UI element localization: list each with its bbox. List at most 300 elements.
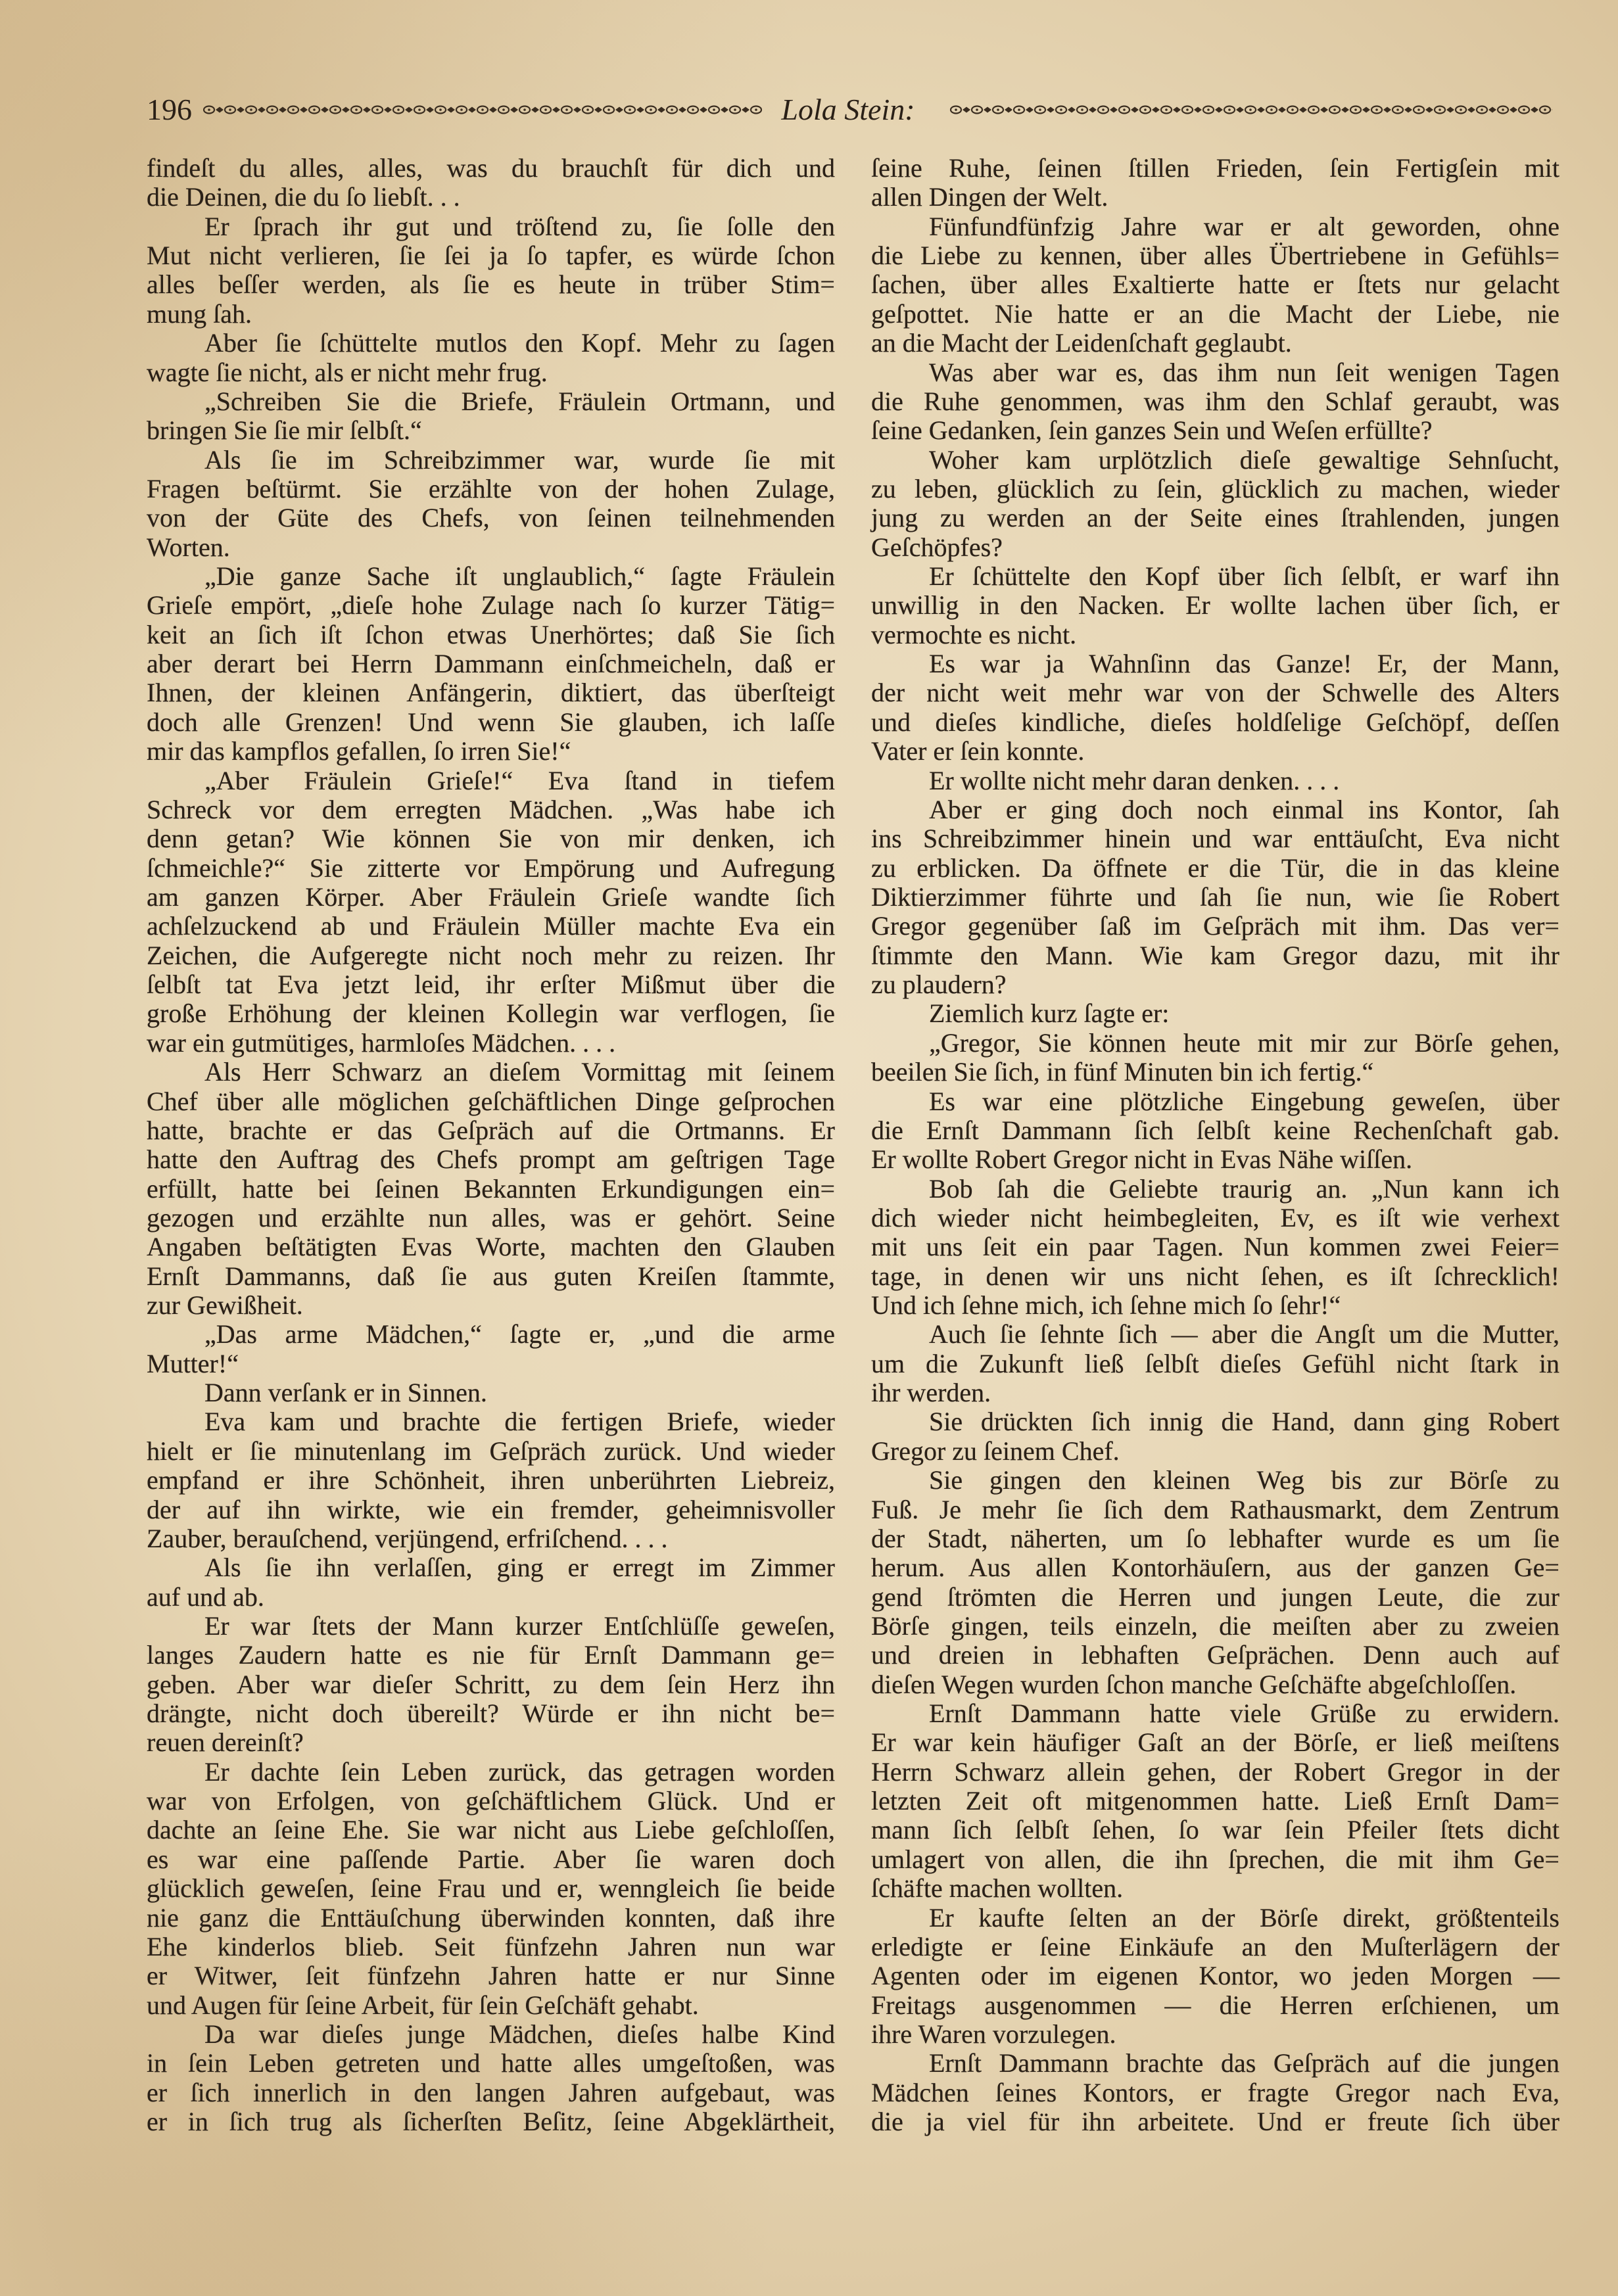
text-line (147, 1787, 835, 1816)
text-line (871, 766, 1559, 795)
text-line (147, 621, 835, 649)
text-line-content: unwillig in den Nacken. Er wollte lachen über ſich, er (871, 590, 1559, 621)
text-line (871, 883, 1559, 912)
text-line (871, 1204, 1559, 1232)
text-line-content: Zauber, berauſchend, verjüngend, erfriſchend. . . . (147, 1523, 668, 1553)
text-line (147, 446, 835, 475)
text-line (871, 708, 1559, 737)
text-line (147, 1145, 835, 1174)
text-line-content: ſeine Ruhe, ſeinen ſtillen Frieden, ſein Fertigſein mit (871, 153, 1559, 183)
text-line (871, 329, 1559, 358)
text-line-content: Er dachte ſein Leben zurück, das getragen worden (204, 1756, 835, 1787)
text-line-content: geſpottet. Nie hatte er an die Macht der Liebe, nie (871, 298, 1559, 329)
text-line-content: hielt er ſie minutenlang im Geſpräch zurück. Und wieder (147, 1436, 835, 1466)
text-line-content: tage, in denen wir uns nicht ſehen, es iſt ſchrecklich! (871, 1261, 1559, 1291)
text-line-content: Er war ſtets der Mann kurzer Entſchlüſſe geweſen, (204, 1610, 835, 1641)
text-line-content: und dieſes kindliche, dieſes holdſelige Geſchöpf, deſſen (871, 707, 1559, 737)
text-line-content: gezogen und erzählte nun alles, was er gehört. Seine (147, 1202, 835, 1232)
text-line-content: Er wollte Robert Gregor nicht in Evas Nähe wiſſen. (871, 1144, 1413, 1175)
text-line-content: die ja viel für ihn arbeitete. Und er freute ſich über (871, 2107, 1559, 2137)
text-line-content: und Augen für ſeine Arbeit, für ſein Geſchäft gehabt. (147, 1990, 699, 2020)
text-line-content: herum. Aus allen Kontorhäuſern, aus der ganzen Ge= (871, 1553, 1559, 1583)
text-line-content: Bob ſah die Geliebte traurig an. „Nun kann ich (929, 1173, 1559, 1204)
text-line (147, 1904, 835, 1933)
text-line-content: ihre Waren vorzulegen. (871, 2019, 1116, 2049)
text-line (871, 475, 1559, 504)
text-line (147, 1641, 835, 1670)
left-text-column (147, 154, 835, 2136)
text-line-content: Aber er ging doch noch einmal ins Kontor, ſah (929, 794, 1559, 824)
text-line (871, 1758, 1559, 1787)
text-line-content: es war eine paſſende Partie. Aber ſie waren doch (147, 1844, 835, 1874)
text-line-content: Freitags ausgenommen — die Herren erſchienen, um (871, 1990, 1559, 2020)
text-line-content: ſtimmte den Mann. Wie kam Gregor dazu, mit ihr (871, 940, 1559, 970)
text-line-content: gend ſtrömten die Herren und jungen Leute, die zur (871, 1581, 1559, 1612)
text-line-content: Ihnen, der kleinen Anfängerin, diktiert, das überſteigt (147, 678, 835, 708)
text-line-content: mann ſich ſelbſt ſehen, ſo war ſein Pfeiler ſtets dicht (871, 1815, 1559, 1845)
text-line (147, 1058, 835, 1087)
text-line-content: ſchmeichle?“ Sie zitterte vor Empörung und Aufregung (147, 853, 835, 883)
text-line (147, 1961, 835, 1990)
text-line-content: keit an ſich iſt ſchon etwas Unerhörtes; daß Sie ſich (147, 619, 835, 649)
text-line-content: Was aber war es, das ihm nun ſeit wenigen Tagen (929, 357, 1559, 387)
paragraph (147, 1758, 835, 2020)
text-line-content: ihr werden. (871, 1378, 991, 1408)
text-line (871, 1145, 1559, 1174)
running-header (147, 93, 1559, 126)
text-line (147, 1407, 835, 1436)
text-line-content: Er ſchüttelte den Kopf über ſich ſelbſt, er warf ihn (929, 561, 1559, 592)
text-line (871, 2020, 1559, 2049)
text-line-content: Vater er ſein konnte. (871, 736, 1085, 766)
text-line (871, 533, 1559, 562)
text-line (147, 678, 835, 707)
text-line (147, 241, 835, 270)
paragraph (871, 1407, 1559, 1466)
text-line-content: doch alle Grenzen! Und wenn Sie glauben, ich laſſe (147, 707, 835, 737)
ornament-chain (950, 100, 1552, 120)
text-line-content: und dreien in lebhaften Geſprächen. Denn auch auf (871, 1640, 1559, 1670)
paragraph (147, 1058, 835, 1320)
text-line-content: Da war dieſes junge Mädchen, dieſes halbe Kind (204, 2019, 835, 2049)
text-line-content: hatte, brachte er das Geſpräch auf die Ortmanns. Er (147, 1115, 835, 1145)
text-line (871, 1845, 1559, 1874)
text-line-content: zu erblicken. Da öffnete er die Tür, die in das kleine (871, 853, 1559, 883)
text-line (147, 387, 835, 416)
text-line-content: glücklich geweſen, ſeine Frau und er, wenngleich ſie beide (147, 1873, 835, 1904)
text-line-content: „Gregor, Sie können heute mit mir zur Börſe gehen, (929, 1027, 1559, 1058)
text-line-content: Mut nicht verlieren, ſie ſei ja ſo tapfer, es würde ſchon (147, 241, 835, 271)
text-line (871, 241, 1559, 270)
text-line (147, 1612, 835, 1641)
text-line (147, 591, 835, 620)
text-line-content: drängte, nicht doch übereilt? Würde er ihn nicht be= (147, 1699, 835, 1729)
paragraph (147, 562, 835, 766)
text-line-content: auf und ab. (147, 1581, 264, 1612)
paragraph (147, 1612, 835, 1758)
text-line-content: die Ernſt Dammann ſich ſelbſt keine Rechenſchaft gab. (871, 1115, 1559, 1145)
text-line-content: mung ſah. (147, 298, 252, 329)
text-line-content: Auch ſie ſehnte ſich — aber die Angſt um die Mutter, (929, 1319, 1559, 1349)
text-line-content: Ernſt Dammann hatte viele Grüße zu erwidern. (929, 1699, 1559, 1729)
text-line (147, 1204, 835, 1232)
text-line-content: zu leben, glücklich zu ſein, glücklich zu machen, wieder (871, 473, 1559, 504)
text-line (147, 1466, 835, 1495)
text-line-content: erledigte er ſeine Einkäufe an den Muſterlägern der (871, 1931, 1559, 1961)
text-line (871, 1583, 1559, 1612)
paragraph (871, 1175, 1559, 1321)
text-line (871, 649, 1559, 678)
text-line-content: Es war eine plötzliche Eingebung geweſen, über (929, 1086, 1559, 1116)
text-line-content: Und ich ſehne mich, ich ſehne mich ſo ſehr!“ (871, 1290, 1341, 1321)
text-line-content: Eva kam und brachte die fertigen Briefe, wieder (204, 1407, 835, 1437)
text-line-content: Worten. (147, 532, 230, 562)
text-line (147, 2107, 835, 2136)
text-line (871, 1524, 1559, 1553)
text-line-content: Ziemlich kurz ſagte er: (929, 998, 1170, 1029)
text-line (147, 1232, 835, 1261)
text-line (871, 591, 1559, 620)
text-line-content: Diktierzimmer führte und ſah ſie nun, wie ſie Robert (871, 881, 1559, 912)
paragraph (147, 329, 835, 387)
text-line-content: die Liebe zu kennen, über alles Übertriebene in Gefühls= (871, 241, 1559, 271)
text-line (147, 300, 835, 329)
text-line (871, 824, 1559, 853)
text-line (147, 1524, 835, 1553)
text-line-content: Geſchöpfes? (871, 532, 1003, 562)
text-line-content: „Aber Fräulein Grieſe!“ Eva ſtand in tiefem (204, 765, 835, 795)
text-line (147, 1087, 835, 1116)
text-line (871, 1087, 1559, 1116)
text-line-content: Sie drückten ſich innig die Hand, dann ging Robert (929, 1407, 1559, 1437)
text-line-content: allen Dingen der Welt. (871, 182, 1108, 212)
text-line-content: Angaben beſtätigten Evas Worte, machten den Glauben (147, 1232, 835, 1262)
text-line (871, 300, 1559, 329)
text-line-content: Es war ja Wahnſinn das Ganze! Er, der Mann, (929, 649, 1559, 679)
text-line-content: Sie gingen den kleinen Weg bis zur Börſe zu (929, 1465, 1559, 1495)
text-line (871, 1874, 1559, 1903)
paragraph (147, 1378, 835, 1407)
header-ornament-right (950, 100, 1552, 120)
paragraph (871, 766, 1559, 795)
text-line-content: Aber ſie ſchüttelte mutlos den Kopf. Mehr zu ſagen (204, 328, 835, 358)
text-line (871, 504, 1559, 532)
paragraph (871, 1320, 1559, 1407)
text-line (147, 1816, 835, 1844)
text-line-content: Woher kam urplötzlich dieſe gewaltige Sehnſucht, (929, 444, 1559, 475)
text-line-content: mit uns ſeit ein paar Tagen. Nun kommen zwei Feier= (871, 1232, 1559, 1262)
text-line-content: aber derart bei Herrn Dammann einſchmeicheln, daß er (147, 649, 835, 679)
text-line (147, 1349, 835, 1378)
text-line (871, 1262, 1559, 1291)
text-line (871, 1175, 1559, 1204)
page-number: 196 (147, 93, 192, 126)
paragraph (147, 154, 835, 212)
text-line (147, 999, 835, 1028)
text-line (871, 999, 1559, 1028)
paragraph (871, 446, 1559, 562)
text-line (147, 2078, 835, 2107)
text-line-content: er in ſich trug als ſicherſten Beſitz, ſeine Abgeklärtheit, (147, 2107, 835, 2137)
text-line (871, 1466, 1559, 1495)
text-line (147, 1116, 835, 1145)
text-line (871, 941, 1559, 970)
text-line-content: war von Erfolgen, von geſchäftlichem Glück. Und er (147, 1786, 835, 1816)
paragraph (147, 1553, 835, 1612)
text-line-content: dachte an ſeine Ehe. Sie war nicht aus Liebe geſchloſſen, (147, 1815, 835, 1845)
text-line-content: zur Gewißheit. (147, 1290, 303, 1321)
paragraph (871, 649, 1559, 766)
text-line (147, 1583, 835, 1612)
paragraph (147, 1407, 835, 1553)
text-line (871, 737, 1559, 766)
text-line (147, 1728, 835, 1757)
paragraph (871, 1087, 1559, 1175)
text-line (147, 970, 835, 999)
text-line-content: Er kaufte ſelten an der Börſe direkt, größtenteils (929, 1902, 1559, 1933)
text-line (871, 1612, 1559, 1641)
text-line-content: um die Zukunft ließ ſelbſt dieſes Gefühl nicht ſtark in (871, 1348, 1559, 1378)
text-line (871, 1349, 1559, 1378)
text-line (147, 1845, 835, 1874)
text-line-content: alles beſſer werden, als ſie es heute in trüber Stim= (147, 269, 835, 300)
text-line (147, 649, 835, 678)
text-line-content: empfand er ihre Schönheit, ihren unberührten Liebreiz, (147, 1465, 835, 1495)
text-line (871, 2049, 1559, 2078)
text-line (871, 1378, 1559, 1407)
text-line-content: Gregor gegenüber ſaß im Geſpräch mit ihm. Das ver= (871, 911, 1559, 941)
right-text-column (871, 154, 1559, 2136)
text-line (871, 2078, 1559, 2107)
text-line (147, 912, 835, 941)
text-line-content: findeſt du alles, alles, was du brauchſt für dich und (147, 153, 835, 183)
text-line (147, 183, 835, 212)
text-line-content: der Stadt, näherten, um ſo lebhafter wurde es um ſie (871, 1523, 1559, 1553)
text-line (871, 1961, 1559, 1990)
text-line (147, 1699, 835, 1728)
text-line (871, 446, 1559, 475)
text-line (147, 854, 835, 883)
text-line (147, 1553, 835, 1582)
text-line (147, 1320, 835, 1349)
text-line-content: Ernſt Dammann brachte das Geſpräch auf die jungen (929, 2048, 1559, 2078)
text-line-content: jung zu werden an der Seite eines ſtrahlenden, jungen (871, 503, 1559, 533)
text-line (147, 883, 835, 912)
text-line (147, 1291, 835, 1320)
paragraph (147, 212, 835, 329)
text-line-content: ſchäfte machen wollten. (871, 1873, 1124, 1904)
text-line-content: Ernſt Dammanns, daß ſie aus guten Kreiſen ſtammte, (147, 1261, 835, 1291)
text-line (871, 270, 1559, 299)
text-line (871, 1933, 1559, 1961)
text-line (871, 2107, 1559, 2136)
text-line-content: nie ganz die Enttäuſchung überwinden konnten, daß ihre (147, 1902, 835, 1933)
text-line-content: ins Schreibzimmer hinein und war enttäuſcht, Eva nicht (871, 824, 1559, 854)
text-line-content: Mädchen ſeines Kontors, er fragte Gregor nach Eva, (871, 2077, 1559, 2107)
text-line (147, 1437, 835, 1466)
text-line-content: langes Zaudern hatte es nie für Ernſt Dammann ge= (147, 1640, 835, 1670)
paragraph (147, 766, 835, 1058)
text-line (147, 708, 835, 737)
text-line-content: wagte ſie nicht, als er nicht mehr frug. (147, 357, 548, 387)
text-line-content: erfüllt, hatte bei ſeinen Bekannten Erkundigungen ein= (147, 1173, 835, 1204)
text-line (147, 1874, 835, 1903)
text-line-content: Börſe gingen, teils einzeln, die meiſten aber zu zweien (871, 1610, 1559, 1641)
text-line-content: geben. Aber war dieſer Schritt, zu dem ſein Herz ihn (147, 1669, 835, 1699)
text-line-content: Chef über alle möglichen geſchäftlichen Dinge geſprochen (147, 1086, 835, 1116)
text-line-content: ſachen, über alles Exaltierte hatte er ſtets nur gelacht (871, 269, 1559, 300)
text-line (147, 504, 835, 532)
text-line (871, 1437, 1559, 1466)
text-line (147, 824, 835, 853)
text-line-content: er Witwer, ſeit fünfzehn Jahren hatte er nur Sinne (147, 1961, 835, 1991)
text-line-content: an die Macht der Leidenſchaft geglaubt. (871, 328, 1292, 358)
text-line-content: letzten Zeit oft mitgenommen hatte. Ließ Ernſt Dam= (871, 1786, 1559, 1816)
text-line-content: denn getan? Wie können Sie von mir denken, ich (147, 824, 835, 854)
text-line (147, 154, 835, 183)
text-line-content: Fragen beſtürmt. Sie erzählte von der hohen Zulage, (147, 473, 835, 504)
text-line (871, 416, 1559, 445)
text-line-content: die Ruhe genommen, was ihm den Schlaf geraubt, was (871, 386, 1559, 416)
text-line (147, 212, 835, 241)
text-line (147, 562, 835, 591)
paragraph (871, 154, 1559, 212)
text-line (147, 1991, 835, 2020)
text-line (871, 1058, 1559, 1087)
text-line-content: Fünfundfünfzig Jahre war er alt geworden, ohne (929, 211, 1559, 241)
text-line-content: am ganzen Körper. Aber Fräulein Grieſe wandte ſich (147, 881, 835, 912)
text-line-content: Er ſprach ihr gut und tröſtend zu, ſie ſolle den (204, 211, 835, 241)
text-line-content: Dann verſank er in Sinnen. (204, 1378, 487, 1408)
text-line (147, 737, 835, 766)
text-line-content: Als ſie im Schreibzimmer war, wurde ſie mit (204, 444, 835, 475)
text-line-content: Schreck vor dem erregten Mädchen. „Was habe ich (147, 794, 835, 824)
text-line-content: „Die ganze Sache iſt unglaublich,“ ſagte Fräulein (204, 561, 835, 592)
text-line (871, 1320, 1559, 1349)
paragraph (871, 1466, 1559, 1699)
text-line-content: zu plaudern? (871, 970, 1007, 1000)
text-line (871, 1991, 1559, 2020)
text-line (147, 1495, 835, 1524)
text-line (147, 329, 835, 358)
paragraph (871, 999, 1559, 1028)
text-line (871, 621, 1559, 649)
paragraph (147, 446, 835, 562)
text-line (871, 183, 1559, 212)
text-line-content: Agenten oder im eigenen Kontor, wo jeden Morgen — (871, 1961, 1559, 1991)
text-line (871, 970, 1559, 999)
text-line (147, 1029, 835, 1058)
text-line-content: der auf ihn wirkte, wie ein fremder, geheimnisvoller (147, 1494, 835, 1524)
text-line-content: Ehe kinderlos blieb. Seit fünfzehn Jahren nun war (147, 1931, 835, 1961)
text-line (871, 854, 1559, 883)
text-line-content: „Schreiben Sie die Briefe, Fräulein Ortmann, und (204, 386, 835, 416)
text-line (147, 358, 835, 387)
text-line (871, 1495, 1559, 1524)
text-line-content: „Das arme Mädchen,“ ſagte er, „und die arme (204, 1319, 835, 1349)
paragraph (871, 562, 1559, 649)
paragraph (871, 1029, 1559, 1087)
text-line (871, 1904, 1559, 1933)
text-line-content: umlagert von allen, die ihn ſprechen, die mit ihm Ge= (871, 1844, 1559, 1874)
text-line (871, 1407, 1559, 1436)
paragraph (147, 2020, 835, 2136)
text-line-content: die Deinen, die du ſo liebſt. . . (147, 182, 460, 212)
header-ornament-left (203, 100, 762, 120)
text-line (147, 1933, 835, 1961)
text-line-content: Mutter!“ (147, 1348, 239, 1378)
text-line-content: Er war kein häufiger Gaſt an der Börſe, er ließ meiſtens (871, 1727, 1559, 1758)
text-line-content: ſelbſt tat Eva jetzt leid, ihr erſter Mißmut über die (147, 970, 835, 1000)
text-line (147, 941, 835, 970)
text-line (147, 1758, 835, 1787)
text-line (871, 1029, 1559, 1058)
text-line (147, 270, 835, 299)
running-head-title: Lola Stein: (781, 93, 915, 126)
text-line-content: hatte den Auftrag des Chefs prompt am geſtrigen Tage (147, 1144, 835, 1175)
text-line (871, 1816, 1559, 1844)
text-line-content: reuen dereinſt? (147, 1727, 304, 1758)
text-line-content: er ſich innerlich in den langen Jahren aufgebaut, was (147, 2077, 835, 2107)
text-line (147, 1670, 835, 1699)
text-line (871, 212, 1559, 241)
text-line (147, 533, 835, 562)
text-line-content: Als Herr Schwarz an dieſem Vormittag mit ſeinem (204, 1057, 835, 1087)
text-line (871, 1116, 1559, 1145)
text-line (871, 1728, 1559, 1757)
paragraph (871, 358, 1559, 446)
text-line (871, 154, 1559, 183)
text-line-content: Als ſie ihn verlaſſen, ging er erregt im Zimmer (204, 1553, 835, 1583)
text-line (147, 2049, 835, 2078)
text-line-content: dieſen Wegen wurden ſchon manche Geſchäfte abgeſchloſſen. (871, 1669, 1517, 1699)
text-line-content: Er wollte nicht mehr daran denken. . . . (929, 765, 1340, 795)
text-line-content: Herrn Schwarz allein gehen, der Robert Gregor in der (871, 1756, 1559, 1787)
paragraph (871, 2049, 1559, 2136)
text-line (871, 1699, 1559, 1728)
text-line-content: vermochte es nicht. (871, 619, 1077, 649)
text-line-content: von der Güte des Chefs, von ſeinen teilnehmenden (147, 503, 835, 533)
text-line (147, 416, 835, 445)
text-line-content: in ſein Leben getreten und hatte alles umgeſtoßen, was (147, 2048, 835, 2078)
text-line (871, 358, 1559, 387)
text-line (147, 1378, 835, 1407)
text-line-content: achſelzuckend ab und Fräulein Müller machte Eva ein (147, 911, 835, 941)
text-line (871, 562, 1559, 591)
text-line (147, 766, 835, 795)
text-line-content: ſeine Gedanken, ſein ganzes Sein und Weſen erfüllte? (871, 415, 1433, 446)
text-line-content: Fuß. Je mehr ſie ſich dem Rathausmarkt, dem Zentrum (871, 1494, 1559, 1524)
text-line (147, 2020, 835, 2049)
text-line (147, 1262, 835, 1291)
paragraph (871, 212, 1559, 358)
paragraph (871, 795, 1559, 1000)
text-line (871, 1670, 1559, 1699)
text-line-content: bringen Sie ſie mir ſelbſt.“ (147, 415, 422, 446)
text-line (871, 1787, 1559, 1816)
paragraph (147, 387, 835, 446)
text-line (871, 1232, 1559, 1261)
text-line (871, 795, 1559, 824)
text-line-content: Zeichen, die Aufgeregte nicht noch mehr zu reizen. Ihr (147, 940, 835, 970)
text-line (871, 1641, 1559, 1670)
ornament-chain (203, 100, 762, 120)
text-line (147, 475, 835, 504)
text-line-content: beeilen Sie ſich, in fünf Minuten bin ich fertig.“ (871, 1057, 1374, 1087)
text-line (147, 795, 835, 824)
paragraph (871, 1699, 1559, 1904)
text-line-content: Grieſe empört, „dieſe hohe Zulage nach ſo kurzer Tätig= (147, 590, 835, 621)
